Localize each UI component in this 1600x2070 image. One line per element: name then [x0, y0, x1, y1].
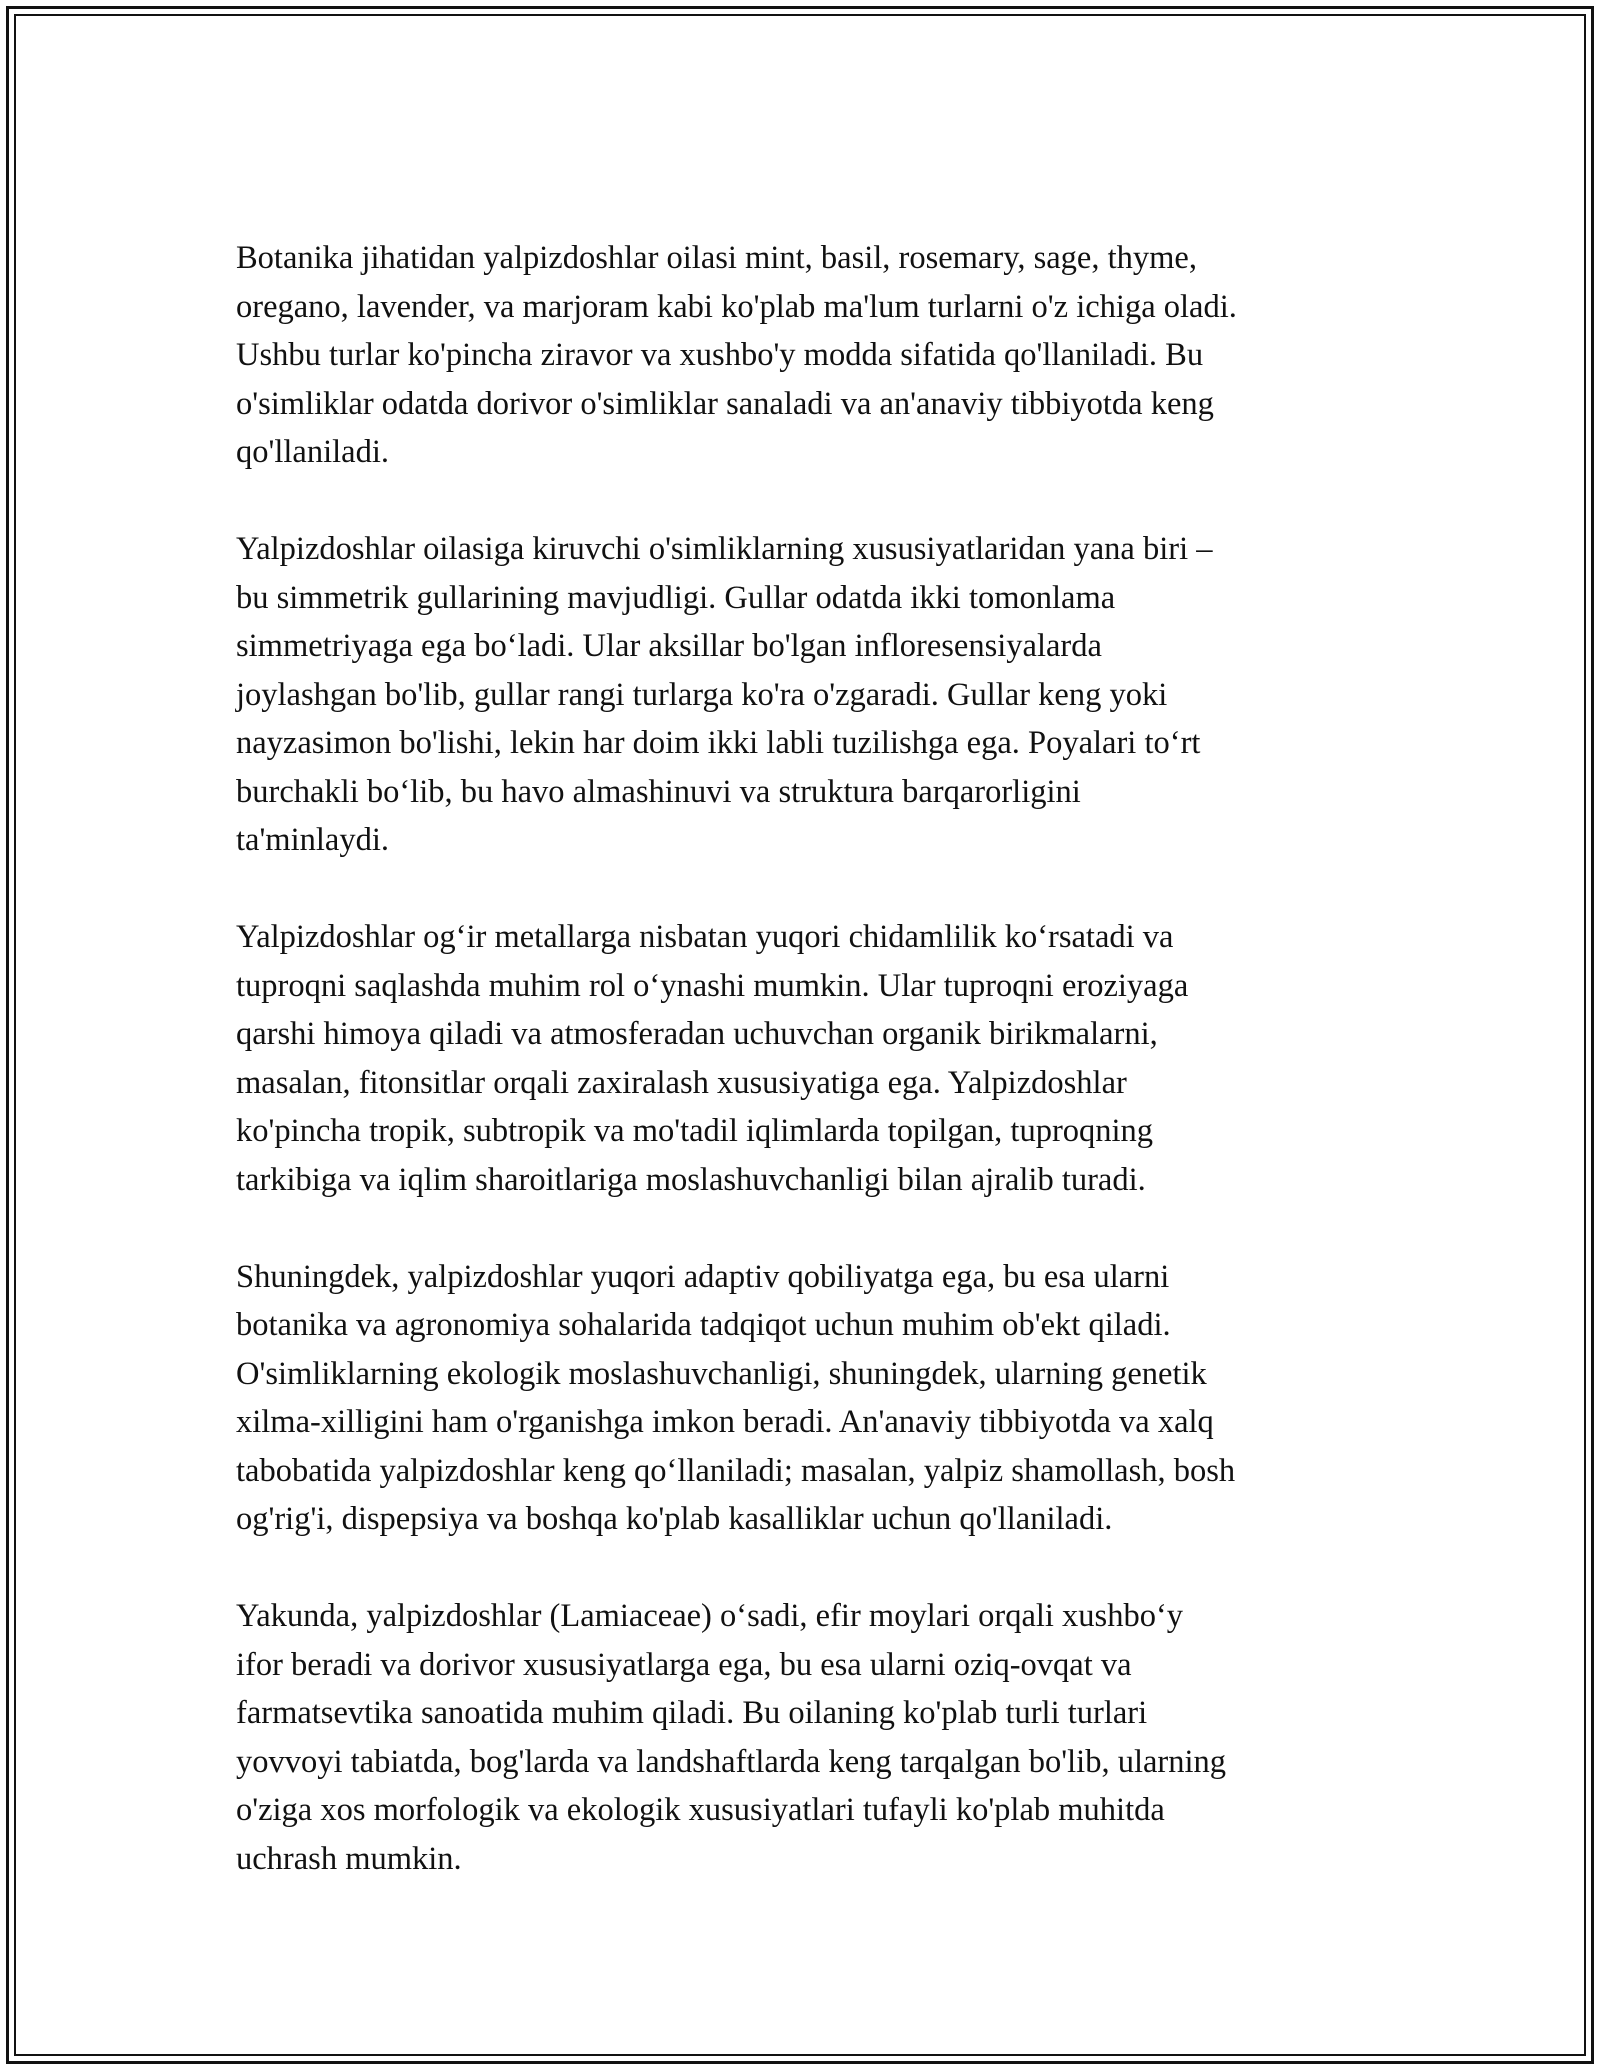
text-line: masalan, fitonsitlar orqali zaxiralash xususiyatiga ega. Yalpizdoshlar — [236, 1064, 1127, 1101]
text-line: o'simliklar odatda dorivor o'simliklar sanaladi va an'anaviy tibbiyotda keng — [236, 385, 1214, 422]
paragraph-3 — [236, 913, 1366, 1204]
paragraph-2 — [236, 525, 1366, 865]
text-line: Shuningdek, yalpizdoshlar yuqori adaptiv qobiliyatga ega, bu esa ularni — [236, 1258, 1170, 1295]
text-line: burchakli bo‘lib, bu havo almashinuvi va struktura barqarorligini — [236, 773, 1081, 810]
text-line: ifor beradi va dorivor xususiyatlarga ega, bu esa ularni oziq-ovqat va — [236, 1646, 1132, 1683]
text-line: Ushbu turlar ko'pincha ziravor va xushbo'y modda sifatida qo'llaniladi. Bu — [236, 337, 1204, 373]
text-line: Yalpizdoshlar oilasiga kiruvchi o'simliklarning xususiyatlaridan yana biri – — [236, 531, 1213, 567]
document-body — [236, 234, 1366, 1932]
text-line: ko'pincha tropik, subtropik va mo'tadil iqlimlarda topilgan, tuproqning — [236, 1113, 1154, 1149]
paragraph-1 — [236, 234, 1366, 477]
text-line: qo'llaniladi. — [236, 434, 389, 470]
text-line: oregano, lavender, va marjoram kabi ko'plab ma'lum turlarni o'z ichiga oladi. — [236, 288, 1237, 325]
paragraph-4 — [236, 1253, 1366, 1544]
text-line: ta'minlaydi. — [236, 822, 389, 858]
text-line: xilma-xilligini ham o'rganishga imkon beradi. An'anaviy tibbiyotda va xalq — [236, 1404, 1214, 1440]
text-line: Yakunda, yalpizdoshlar (Lamiaceae) o‘sadi, efir moylari orqali xushbo‘y — [236, 1598, 1184, 1634]
text-line: yovvoyi tabiatda, bog'larda va landshaftlarda keng tarqalgan bo'lib, ularning — [236, 1743, 1227, 1780]
text-line: tabobatida yalpizdoshlar keng qo‘llaniladi; masalan, yalpiz shamollash, bosh — [236, 1452, 1236, 1489]
text-line: o'ziga xos morfologik va ekologik xususiyatlari tufayli ko'plab muhitda — [236, 1792, 1165, 1828]
text-line: og'rig'i, dispepsiya va boshqa ko'plab kasalliklar uchun qo'llaniladi. — [236, 1501, 1113, 1537]
text-line: qarshi himoya qiladi va atmosferadan uchuvchan organik birikmalarni, — [236, 1016, 1158, 1052]
text-line: nayzasimon bo'lishi, lekin har doim ikki labli tuzilishga ega. Poyalari to‘rt — [236, 725, 1201, 761]
text-line: O'simliklarning ekologik moslashuvchanligi, shuningdek, ularning genetik — [236, 1355, 1207, 1392]
text-line: farmatsevtika sanoatida muhim qiladi. Bu oilaning ko'plab turli turlari — [236, 1695, 1148, 1731]
text-line: bu simmetrik gullarining mavjudligi. Gullar odatda ikki tomonlama — [236, 579, 1116, 616]
text-line: Yalpizdoshlar og‘ir metallarga nisbatan yuqori chidamlilik ko‘rsatadi va — [236, 919, 1174, 955]
text-line: botanika va agronomiya sohalarida tadqiqot uchun muhim ob'ekt qiladi. — [236, 1307, 1171, 1343]
text-line: simmetriyaga ega bo‘ladi. Ular aksillar bo'lgan infloresensiyalarda — [236, 628, 1102, 664]
text-line: tuproqni saqlashda muhim rol o‘ynashi mumkin. Ular tuproqni eroziyaga — [236, 967, 1189, 1004]
text-line: Botanika jihatidan yalpizdoshlar oilasi mint, basil, rosemary, sage, thyme, — [236, 240, 1197, 276]
text-line: uchrash mumkin. — [236, 1840, 462, 1877]
text-line: tarkibiga va iqlim sharoitlariga moslashuvchanligi bilan ajralib turadi. — [236, 1161, 1146, 1198]
text-line: joylashgan bo'lib, gullar rangi turlarga ko'ra o'zgaradi. Gullar keng yoki — [236, 676, 1168, 713]
paragraph-5 — [236, 1592, 1366, 1883]
